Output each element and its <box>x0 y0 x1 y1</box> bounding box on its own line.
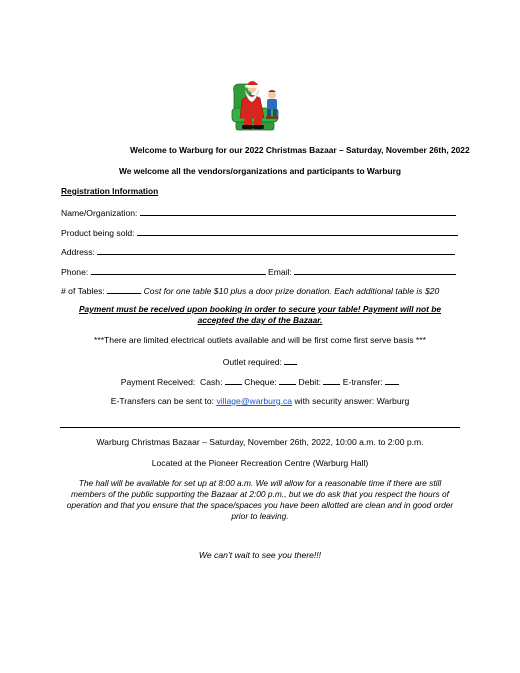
cash-field[interactable] <box>225 376 242 385</box>
etransfer-row <box>60 396 460 407</box>
product-row <box>61 227 458 239</box>
address-field[interactable] <box>97 246 455 255</box>
debit-label: Debit: <box>298 377 321 387</box>
outlet-label: Outlet required: <box>222 357 282 367</box>
setup-note: The hall will be available for set up at 8:00 a.m. We will allow for a reasonable time if there are still members of the public supporting the Bazaar at 2:00 p.m., but we do ask that you respect the hours of operation and that you ensure that the space/spaces you have been allotted are clean and in good order prior to leaving. <box>66 478 454 521</box>
phone-label: Phone: <box>61 267 89 277</box>
closing-line: We can’t wait to see you there!!! <box>198 550 322 560</box>
phone-field[interactable] <box>91 266 266 275</box>
event-datetime: Warburg Christmas Bazaar – Saturday, November 26th, 2022, 10:00 a.m. to 2:00 p.m. <box>96 437 424 447</box>
product-label: Product being sold: <box>61 228 135 238</box>
debit-field[interactable] <box>323 376 340 385</box>
outlet-row <box>60 356 460 368</box>
etransfer-field[interactable] <box>385 376 399 385</box>
tables-field[interactable] <box>107 285 141 294</box>
product-field[interactable] <box>137 227 458 236</box>
santa-clipart <box>226 78 292 136</box>
address-row <box>61 246 455 258</box>
etransfer-label: E-transfer: <box>342 377 383 387</box>
tables-label: # of Tables: <box>61 286 105 296</box>
etransfer-suffix: with security answer: Warburg <box>294 396 410 406</box>
cash-label: Cash: <box>200 377 223 387</box>
electrical-notice: ***There are limited electrical outlets available and will be first come first serve basis *** <box>94 335 426 345</box>
email-field[interactable] <box>294 266 456 275</box>
tables-row <box>61 285 439 297</box>
registration-heading: Registration Information <box>61 186 159 196</box>
welcome-line: We welcome all the vendors/organizations and participants to Warburg <box>119 166 402 176</box>
name-row <box>61 207 456 219</box>
payment-received-row <box>60 376 460 388</box>
page-title: Welcome to Warburg for our 2022 Christmas Bazaar – Saturday, November 26th, 2022 <box>130 145 470 155</box>
cheque-field[interactable] <box>279 376 296 385</box>
payment-notice: Payment must be received upon booking in order to secure your table! Payment will not be accepted the day of the Bazaar. <box>78 304 442 325</box>
outlet-field[interactable] <box>284 356 297 365</box>
address-label: Address: <box>61 247 95 257</box>
cheque-label: Cheque: <box>244 377 277 387</box>
etransfer-email-link[interactable]: village@warburg.ca <box>216 396 293 406</box>
etransfer-prefix: E-Transfers can be sent to: <box>110 396 215 406</box>
name-label: Name/Organization: <box>61 208 138 218</box>
section-divider <box>60 427 460 428</box>
phone-email-row <box>61 266 456 278</box>
name-field[interactable] <box>140 207 456 216</box>
event-location: Located at the Pioneer Recreation Centre (Warburg Hall) <box>151 458 369 468</box>
email-label: Email: <box>268 267 292 277</box>
payment-received-label: Payment Received: <box>120 377 196 387</box>
tables-note: Cost for one table $10 plus a door prize donation. Each additional table is $20 <box>143 286 440 296</box>
